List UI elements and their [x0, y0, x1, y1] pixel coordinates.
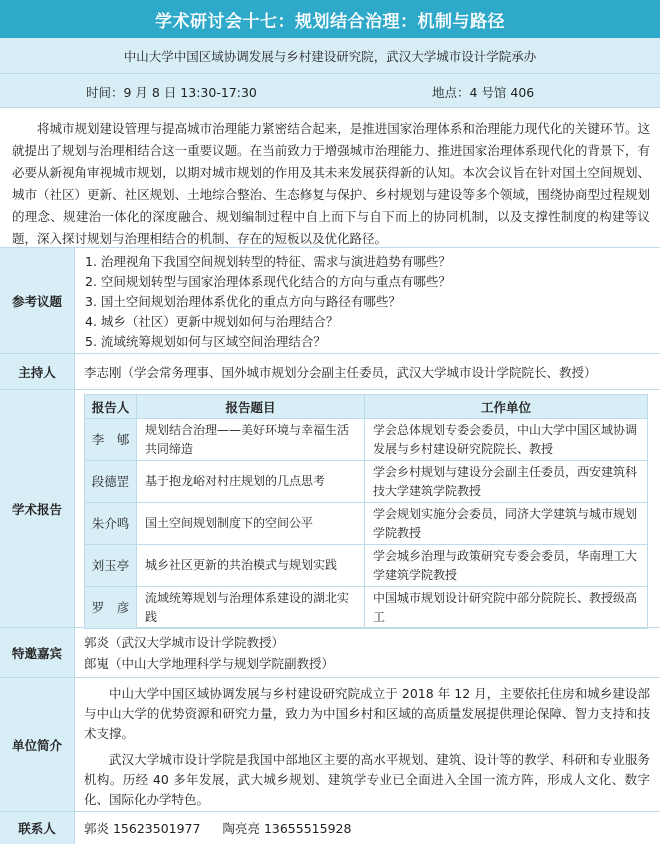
intro-paragraph: 将城市规划建设管理与提高城市治理能力紧密结合起来，是推进国家治理体系和治理能力现代化的关键环节。这就提出了规划与治理相结合这一重要议题。在当前致力于增强城市治理能力、推进国家治理体系现代化的背景下，有必要从新视角审视城市规划，以期对城市规划的作用及其未来发展获得新的认知。本次会议旨在针对国土空间规划、城市（社区）更新、社区规划、土地综合整治、生态修复与保护、乡村规划与建设等多个领域，围绕协商型过程规划的理念、规建治一体化的深度融合、规划编制过程中自上而下与自下而上的协同机制，以及支撑性制度的构建等议题，深入探讨规划与治理相结合的机制、存在的短板以及优化路径。	[0, 108, 660, 248]
table-row	[85, 587, 648, 629]
report-topic: 规划结合治理——美好环境与幸福生活共同缔造	[137, 419, 365, 461]
host-text: 李志刚（学会常务理事、国外城市规划分会副主任委员，武汉大学城市设计学院院长、教授）	[84, 364, 597, 380]
speaker-unit: 学会规划实施分会委员，同济大学建筑与城市规划学院教授	[365, 503, 648, 545]
time-info: 时间：9 月 8 日 13:30-17:30	[86, 85, 257, 100]
contact-section	[0, 812, 660, 844]
speaker-unit: 中国城市规划设计研究院中部分院院长、教授级高工	[365, 587, 648, 629]
topic-item: 1. 治理视角下我国空间规划转型的特征、需求与演进趋势有哪些？	[85, 254, 451, 269]
topics-section	[0, 248, 660, 354]
table-row	[85, 419, 648, 461]
reports-table	[84, 394, 648, 629]
meta-row	[0, 74, 660, 108]
topic-item: 3. 国土空间规划治理体系优化的重点方向与路径有哪些？	[85, 294, 401, 309]
unit-paragraph: 武汉大学城市设计学院是我国中部地区主要的高水平规划、建筑、设计等的教学、科研和专业服务机构。历经 40 多年发展，武大城乡规划、建筑学专业已全面进入全国一流方阵，形成人文化、数字化、国际化办学特色。	[84, 752, 650, 807]
place-info: 地点：4 号馆 406	[432, 85, 535, 100]
report-topic: 国土空间规划制度下的空间公平	[137, 503, 365, 545]
col-header-speaker: 报告人	[85, 395, 137, 419]
contact-item: 郭炎 15623501977	[84, 821, 201, 836]
topic-item: 5. 流域统筹规划如何与区域空间治理结合？	[85, 334, 326, 349]
table-header-row	[85, 395, 648, 419]
contact-item: 陶亮亮 13655515928	[222, 821, 352, 836]
guest-item: 郎嵬（中山大学地理科学与规划学院副教授）	[84, 656, 335, 671]
speaker-name: 朱介鸣	[85, 503, 137, 545]
topic-item: 2. 空间规划转型与国家治理体系现代化结合的方向与重点有哪些？	[85, 274, 451, 289]
page-title: 学术研讨会十七：规划结合治理：机制与路径	[0, 0, 660, 38]
report-topic: 流域统筹规划与治理体系建设的湖北实践	[137, 587, 365, 629]
speaker-unit: 学会乡村规划与建设分会副主任委员，西安建筑科技大学建筑学院教授	[365, 461, 648, 503]
guests-label: 特邀嘉宾	[0, 628, 75, 677]
host-section	[0, 354, 660, 390]
speaker-name: 罗 彦	[85, 587, 137, 629]
organizers-line: 中山大学中国区域协调发展与乡村建设研究院，武汉大学城市设计学院承办	[0, 38, 660, 74]
speaker-name: 段德罡	[85, 461, 137, 503]
table-row	[85, 545, 648, 587]
topics-label: 参考议题	[0, 248, 75, 353]
speaker-unit: 学会城乡治理与政策研究专委会委员，华南理工大学建筑学院教授	[365, 545, 648, 587]
speaker-unit: 学会总体规划专委会委员，中山大学中国区域协调发展与乡村建设研究院院长、教授	[365, 419, 648, 461]
reports-label: 学术报告	[0, 390, 75, 627]
report-topic: 基于抱龙峪对村庄规划的几点思考	[137, 461, 365, 503]
units-label: 单位简介	[0, 678, 75, 811]
col-header-unit: 工作单位	[365, 395, 648, 419]
table-row	[85, 503, 648, 545]
col-header-topic: 报告题目	[137, 395, 365, 419]
units-section	[0, 678, 660, 812]
topics-list	[75, 248, 660, 352]
unit-paragraph: 中山大学中国区域协调发展与乡村建设研究院成立于 2018 年 12 月，主要依托住房和城乡建设部与中山大学的优势资源和研究力量，致力为中国乡村和区域的高质量发展提供理论保障、智力支持和技术支撑。	[84, 686, 650, 741]
table-row	[85, 461, 648, 503]
report-topic: 城乡社区更新的共治模式与规划实践	[137, 545, 365, 587]
speaker-name: 李 郇	[85, 419, 137, 461]
topic-item: 4. 城乡（社区）更新中规划如何与治理结合？	[85, 314, 339, 329]
guest-item: 郭炎（武汉大学城市设计学院教授）	[84, 635, 285, 650]
reports-section	[0, 390, 660, 628]
host-label: 主持人	[0, 354, 75, 389]
guests-section	[0, 628, 660, 678]
contact-label: 联系人	[0, 812, 75, 844]
speaker-name: 刘玉亭	[85, 545, 137, 587]
